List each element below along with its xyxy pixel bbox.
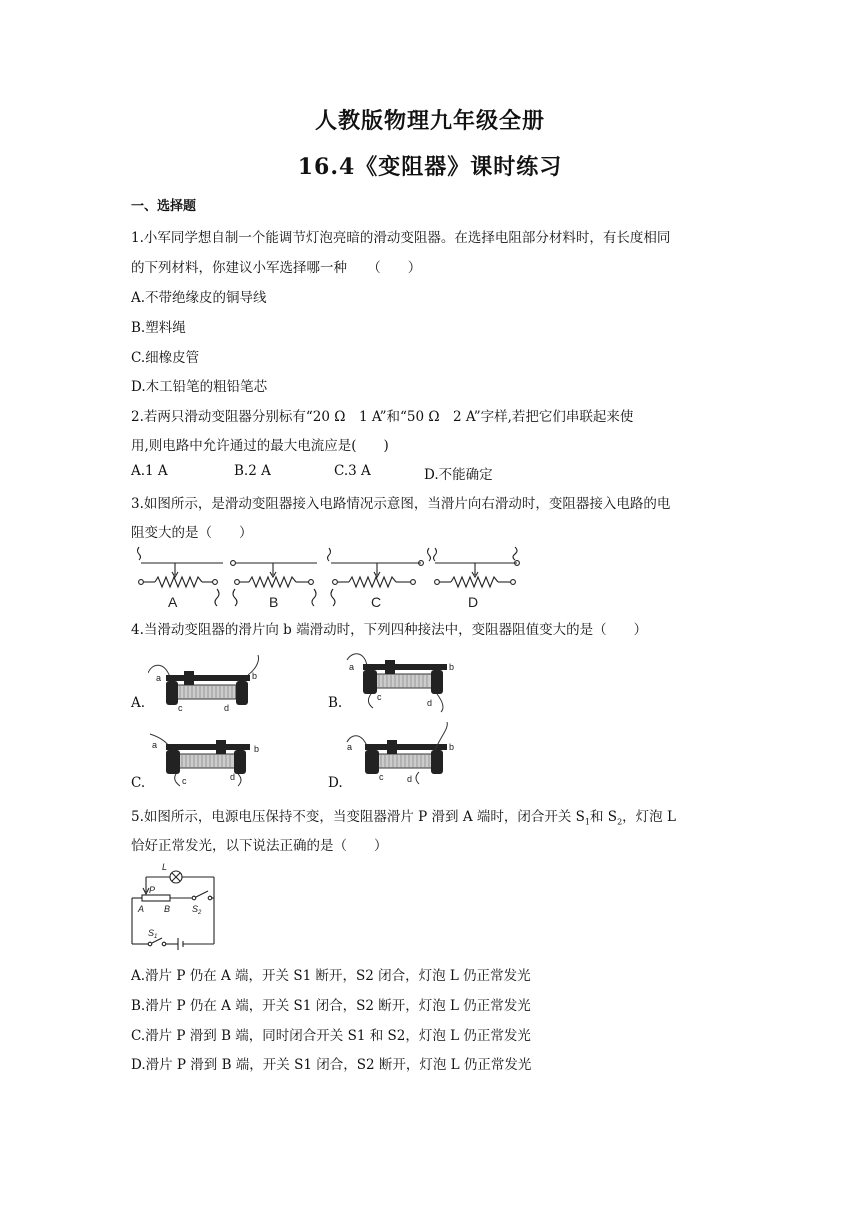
q4-rheostat-b: [345, 648, 465, 714]
q4d-terminal-c: c: [379, 772, 384, 782]
q5-option-b: B.滑片 P 仍在 A 端，开关 S1 闭合，S2 断开，灯泡 L 仍正常发光: [131, 998, 531, 1014]
q4-option-c: C.: [131, 775, 146, 791]
q2-option-c: C.3 A: [334, 463, 371, 479]
q3-stem-line2: 阻变大的是（ ）: [131, 525, 253, 541]
q2-option-b: B.2 A: [234, 463, 271, 479]
q1-stem-line2: 的下列材料，你建议小军选择哪一种 （ ）: [131, 260, 422, 276]
q4b-terminal-b: b: [449, 662, 455, 672]
q4d-terminal-a: a: [347, 742, 353, 752]
q5-stem-line2: 恰好正常发光，以下说法正确的是（ ）: [131, 838, 388, 854]
q1-stem-line1: 1.小军同学想自制一个能调节灯泡亮暗的滑动变阻器。在选择电阻部分材料时，有长度相同: [131, 230, 671, 246]
q5-option-c: C.滑片 P 滑到 B 端，同时闭合开关 S1 和 S2，灯泡 L 仍正常发光: [131, 1028, 531, 1044]
q1-option-a: A.不带绝缘皮的铜导线: [131, 290, 267, 306]
q4a-terminal-d: d: [224, 703, 230, 713]
q4b-terminal-d: d: [427, 698, 433, 708]
q4-rheostat-c: [146, 730, 266, 788]
q5-circuit-diagram: [128, 862, 224, 950]
q4-rheostat-d: [345, 722, 465, 786]
q5-label-s2: S: [192, 904, 199, 914]
q4d-terminal-b: b: [449, 742, 455, 752]
q2-stem-line2: 用,则电路中允许通过的最大电流应是( ): [131, 438, 389, 454]
q4c-terminal-c: c: [182, 776, 187, 786]
q3-label-c: C: [371, 594, 382, 609]
q4c-terminal-d: d: [230, 772, 236, 782]
q5-label-b: B: [164, 904, 171, 914]
q4a-terminal-a: a: [156, 673, 162, 683]
page-subtitle: 16.4《变阻器》课时练习: [297, 154, 563, 180]
q3-label-d: D: [468, 594, 479, 609]
q5-label-s1: S: [148, 928, 155, 938]
q5-stem-and: 和 S: [590, 809, 618, 825]
q5-label-l: L: [162, 862, 168, 872]
q3-diagram-d: [428, 547, 520, 587]
q1-option-b: B.塑料绳: [131, 320, 186, 336]
q4a-terminal-c: c: [178, 703, 183, 713]
q2-option-a: A.1 A: [131, 463, 168, 479]
q5-stem-line1: [131, 805, 676, 827]
q5-label-s2-sub: 2: [198, 910, 202, 916]
q4b-terminal-a: a: [349, 662, 355, 672]
q4c-terminal-a: a: [152, 740, 158, 750]
q5-label-s1-sub: 1: [154, 934, 158, 940]
q3-label-a: A: [168, 594, 178, 609]
q4b-terminal-c: c: [377, 692, 382, 702]
q3-label-b: B: [269, 594, 279, 609]
section-heading: 一、选择题: [131, 199, 197, 214]
q4-rheostat-a: [148, 655, 268, 715]
q5-option-a: A.滑片 P 仍在 A 端，开关 S1 断开，S2 闭合，灯泡 L 仍正常发光: [131, 968, 531, 984]
q5-label-a: A: [138, 904, 145, 914]
q5-stem-text: 5.如图所示，电源电压保持不变，当变阻器滑片 P 滑到 A 端时，闭合开关 S: [131, 809, 585, 825]
q4-option-d: D.: [328, 775, 343, 791]
q5-label-p: P: [149, 885, 156, 895]
q3-stem-line1: 3.如图所示，是滑动变阻器接入电路情况示意图，当滑片向右滑动时，变阻器接入电路的电: [131, 496, 671, 512]
q5-stem-end: ，灯泡 L: [622, 809, 676, 825]
q4-option-b: B.: [328, 695, 343, 711]
page-title: 人教版物理九年级全册: [314, 108, 545, 134]
q2-option-d: D.不能确定: [424, 467, 493, 483]
q4c-terminal-b: b: [254, 744, 260, 754]
q2-stem-line1: 2.若两只滑动变阻器分别标有“20 Ω 1 A”和“50 Ω 2 A”字样,若把它们串联起来使: [131, 409, 634, 425]
q4-stem: 4.当滑动变阻器的滑片向 b 端滑动时，下列四种接法中，变阻器阻值变大的是（ ）: [131, 622, 648, 638]
q1-option-d: D.木工铅笔的粗铅笔芯: [131, 379, 268, 395]
q5-s2-subscript: 2: [617, 817, 623, 827]
q3-rheostat-diagrams: [131, 545, 526, 609]
q1-option-c: C.细橡皮管: [131, 350, 200, 366]
q3-diagram-a: [138, 547, 224, 606]
q4d-terminal-d: d: [407, 774, 413, 784]
q4-option-a: A.: [131, 695, 146, 711]
q4a-terminal-b: b: [252, 671, 258, 681]
q5-option-d: D.滑片 P 滑到 B 端，开关 S1 闭合，S2 断开，灯泡 L 仍正常发光: [131, 1057, 532, 1073]
q5-s1-subscript: 1: [584, 817, 591, 827]
